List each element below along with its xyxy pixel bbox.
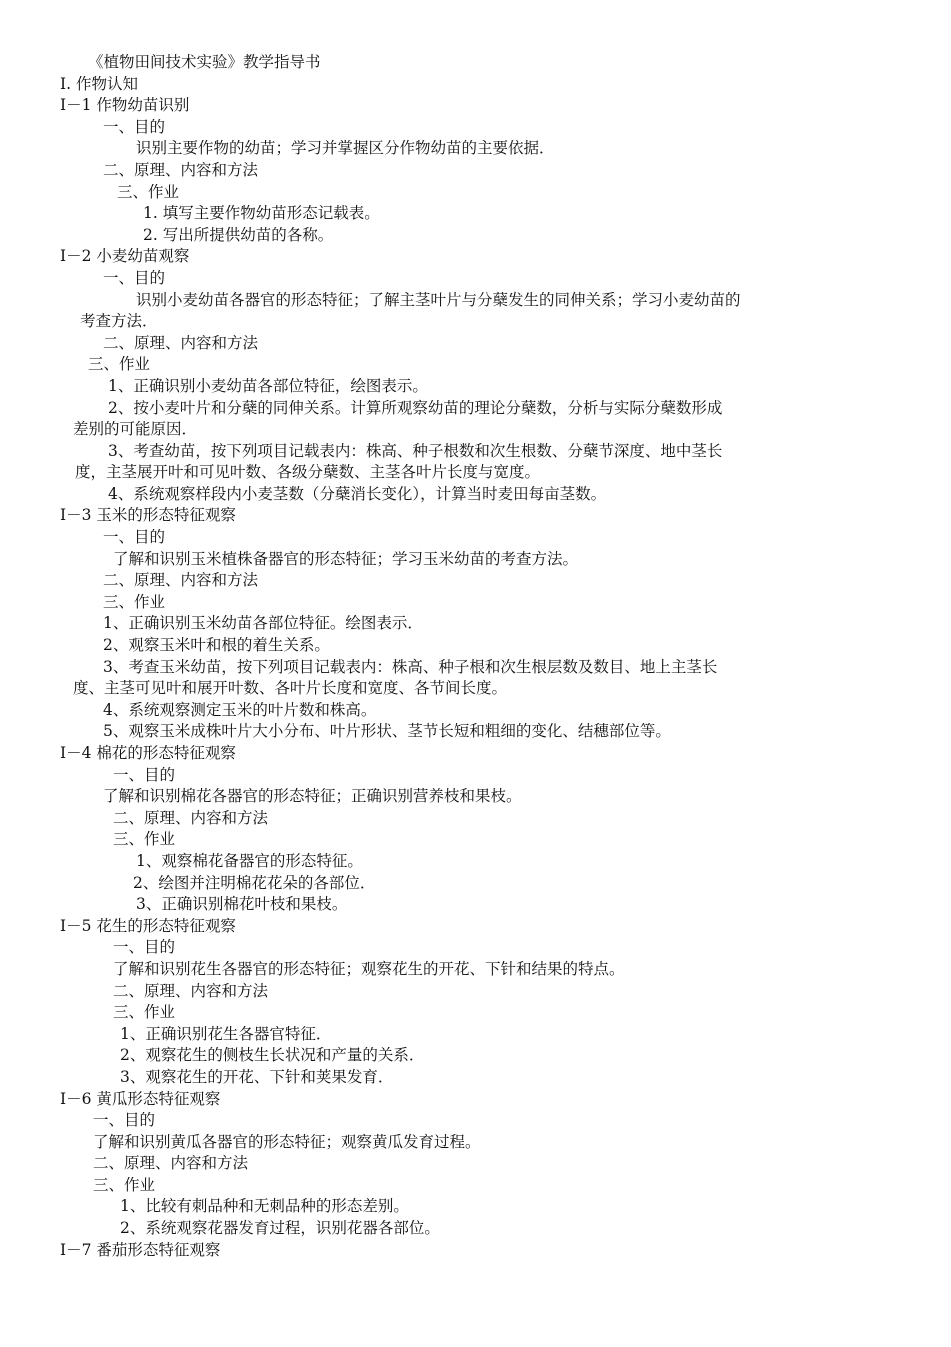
list-item: 5、观察玉米成株叶片大小分布、叶片形状、茎节长短和粗细的变化、结穗部位等。 [103,722,671,741]
subsection-heading: 三、作业 [113,1003,176,1022]
subsection-heading: 三、作业 [103,592,166,611]
text-line: 了解和识别玉米植株备器官的形态特征；学习玉米幼苗的考查方法。 [113,549,579,568]
list-item: 2. 写出所提供幼苗的各称。 [143,225,334,244]
list-item: 1、比较有刺品种和无刺品种的形态差别。 [120,1197,409,1216]
subsection-heading: 二、原理、内容和方法 [93,1154,249,1173]
text-line: 考查方法． [80,312,158,331]
subsection-heading: 二、原理、内容和方法 [113,808,269,827]
list-item: 3、考查玉米幼苗，按下列项目记载表内：株高、种子根和次生根层数及数目、地上主茎长 [103,657,718,676]
section-heading: Ⅰ－6 黄瓜形态特征观察 [60,1089,221,1108]
section-heading: Ⅰ－4 棉花的形态特征观察 [60,744,236,762]
section-heading: Ⅰ－7 番茄形态特征观察 [60,1240,221,1259]
section-heading: Ⅰ－1 作物幼苗识别 [60,96,190,115]
section-heading: Ⅰ. 作物认知 [60,74,138,93]
subsection-heading: 一、目的 [93,1111,156,1130]
subsection-heading: 二、原理、内容和方法 [113,981,269,1000]
subsection-heading: 二、原理、内容和方法 [103,333,259,352]
subsection-heading: 二、原理、内容和方法 [103,160,259,179]
text-line: 了解和识别黄瓜各器官的形态特征；观察黄瓜发育过程。 [93,1132,481,1151]
text-line: 识别小麦幼苗各器官的形态特征；了解主茎叶片与分蘖发生的同伸关系；学习小麦幼苗的 [136,290,741,309]
list-item: 2、观察玉米叶和根的着生关系。 [103,636,330,655]
list-item: 1、正确识别花生各器官特征． [120,1024,332,1043]
list-item: 4、系统观察测定玉米的叶片数和株高。 [103,700,377,719]
section-heading: Ⅰ－5 花生的形态特征观察 [60,916,236,935]
section-heading: Ⅰ－3 玉米的形态特征观察 [60,506,236,525]
list-item: 1. 填写主要作物幼苗形态记载表。 [143,204,380,223]
subsection-heading: 一、目的 [103,117,166,136]
list-item: 1、正确识别玉米幼苗各部位特征。绘图表示． [103,614,423,633]
document-lines [0,52,951,1261]
subsection-heading: 三、作业 [88,355,151,374]
list-item: 2、绘图并注明棉花花朵的各部位． [133,873,376,892]
list-item: 3、考查幼苗，按下列项目记载表内：株高、种子根数和次生根数、分蘖节深度、地中茎长 [108,441,723,460]
section-heading: Ⅰ－2 小麦幼苗观察 [60,247,190,266]
list-item: 3、观察花生的开花、下针和荚果发育． [120,1067,394,1086]
subsection-heading: 三、作业 [113,830,176,849]
text-line: 识别主要作物的幼苗；学习并掌握区分作物幼苗的主要依据． [136,139,555,158]
list-item: 2、按小麦叶片和分蘖的同伸关系。计算所观察幼苗的理论分蘖数，分析与实际分蘖数形成 [108,398,723,417]
list-item: 2、观察花生的侧枝生长状况和产量的关系． [120,1046,425,1065]
document-title: 《植物田间技术实验》教学指导书 [88,53,321,71]
list-item: 1、正确识别小麦幼苗各部位特征，绘图表示。 [108,376,428,395]
text-line: 了解和识别花生各器官的形态特征；观察花生的开花、下针和结果的特点。 [113,959,625,978]
text-line: 度，主茎展开叶和可见叶数、各级分蘖数、主茎各叶片长度与宽度。 [75,463,541,482]
text-line: 了解和识别棉花各器官的形态特征；正确识别营养枝和果枝。 [103,787,522,806]
list-item: 2、系统观察花器发育过程，识别花器各部位。 [120,1219,440,1238]
subsection-heading: 一、目的 [103,268,166,287]
document-body [0,52,951,1261]
subsection-heading: 二、原理、内容和方法 [103,571,259,590]
text-line: 差别的可能原因． [73,420,198,439]
list-item: 3、正确识别棉花叶枝和果枝。 [136,895,348,914]
subsection-heading: 一、目的 [113,765,176,784]
text-line: 度、主茎可见叶和展开叶数、各叶片长度和宽度、各节间长度。 [73,679,508,698]
subsection-heading: 三、作业 [117,182,180,201]
list-item: 1、观察棉花备器官的形态特征。 [136,851,363,870]
subsection-heading: 一、目的 [103,528,166,547]
subsection-heading: 一、目的 [113,938,176,957]
list-item: 4、系统观察样段内小麦茎数（分蘖消长变化），计算当时麦田每亩茎数。 [108,484,607,503]
subsection-heading: 三、作业 [93,1175,156,1194]
